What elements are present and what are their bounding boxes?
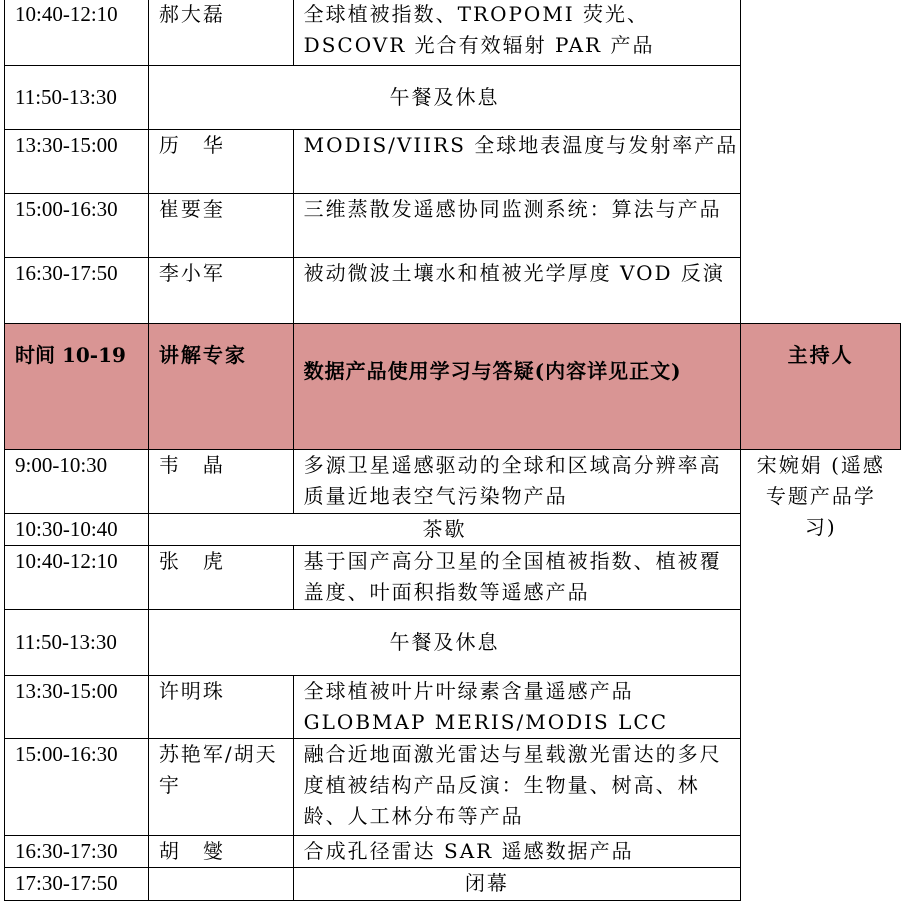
speaker-cell: 张 虎 bbox=[148, 546, 293, 610]
content-cell: 基于国产高分卫星的全国植被指数、植被覆盖度、叶面积指数等遥感产品 bbox=[293, 546, 741, 610]
table-row bbox=[5, 0, 901, 66]
break-cell: 闭幕 bbox=[293, 868, 741, 901]
speaker-cell: 郝大磊 bbox=[148, 0, 293, 66]
time-cell: 13:30-15:00 bbox=[5, 130, 149, 194]
time-cell: 11:50-13:30 bbox=[5, 66, 149, 130]
empty-host-cell bbox=[741, 0, 901, 324]
empty-speaker-cell bbox=[148, 868, 293, 901]
content-cell: 全球植被叶片叶绿素含量遥感产品 GLOBMAP MERIS/MODIS LCC bbox=[293, 676, 741, 739]
time-cell: 16:30-17:30 bbox=[5, 836, 149, 868]
header-content: 数据产品使用学习与答疑(内容详见正文) bbox=[293, 324, 741, 450]
speaker-cell: 许明珠 bbox=[148, 676, 293, 739]
time-cell: 13:30-15:00 bbox=[5, 676, 149, 739]
host-info: 宋婉娟 (遥感专题产品学习) bbox=[741, 450, 901, 901]
time-cell: 10:30-10:40 bbox=[5, 514, 149, 546]
speaker-cell: 胡 燮 bbox=[148, 836, 293, 868]
content-cell: 被动微波土壤水和植被光学厚度 VOD 反演 bbox=[293, 258, 741, 324]
time-cell: 11:50-13:30 bbox=[5, 610, 149, 676]
time-cell: 10:40-12:10 bbox=[5, 546, 149, 610]
speaker-cell: 历 华 bbox=[148, 130, 293, 194]
speaker-cell: 苏艳军/胡天宇 bbox=[148, 739, 293, 836]
header-time: 时间 10-19 bbox=[5, 324, 149, 450]
header-speaker: 讲解专家 bbox=[148, 324, 293, 450]
break-cell: 午餐及休息 bbox=[148, 610, 740, 676]
header-host: 主持人 bbox=[741, 324, 901, 450]
break-cell: 茶歇 bbox=[148, 514, 740, 546]
time-cell: 15:00-16:30 bbox=[5, 194, 149, 258]
time-cell: 15:00-16:30 bbox=[5, 739, 149, 836]
content-cell: MODIS/VIIRS 全球地表温度与发射率产品 bbox=[293, 130, 741, 194]
schedule-table bbox=[4, 0, 901, 901]
speaker-cell: 韦 晶 bbox=[148, 450, 293, 514]
speaker-cell: 崔要奎 bbox=[148, 194, 293, 258]
speaker-cell: 李小军 bbox=[148, 258, 293, 324]
table-row bbox=[5, 450, 901, 514]
content-cell: 全球植被指数、TROPOMI 荧光、DSCOVR 光合有效辐射 PAR 产品 bbox=[293, 0, 741, 66]
time-cell: 16:30-17:50 bbox=[5, 258, 149, 324]
time-cell: 9:00-10:30 bbox=[5, 450, 149, 514]
break-cell: 午餐及休息 bbox=[148, 66, 740, 130]
content-cell: 三维蒸散发遥感协同监测系统：算法与产品 bbox=[293, 194, 741, 258]
time-cell: 17:30-17:50 bbox=[5, 868, 149, 901]
time-cell: 10:40-12:10 bbox=[5, 0, 149, 66]
content-cell: 合成孔径雷达 SAR 遥感数据产品 bbox=[293, 836, 741, 868]
content-cell: 多源卫星遥感驱动的全球和区域高分辨率高质量近地表空气污染物产品 bbox=[293, 450, 741, 514]
content-cell: 融合近地面激光雷达与星载激光雷达的多尺度植被结构产品反演：生物量、树高、林龄、人工林分布等产品 bbox=[293, 739, 741, 836]
section-header-row bbox=[5, 324, 901, 450]
